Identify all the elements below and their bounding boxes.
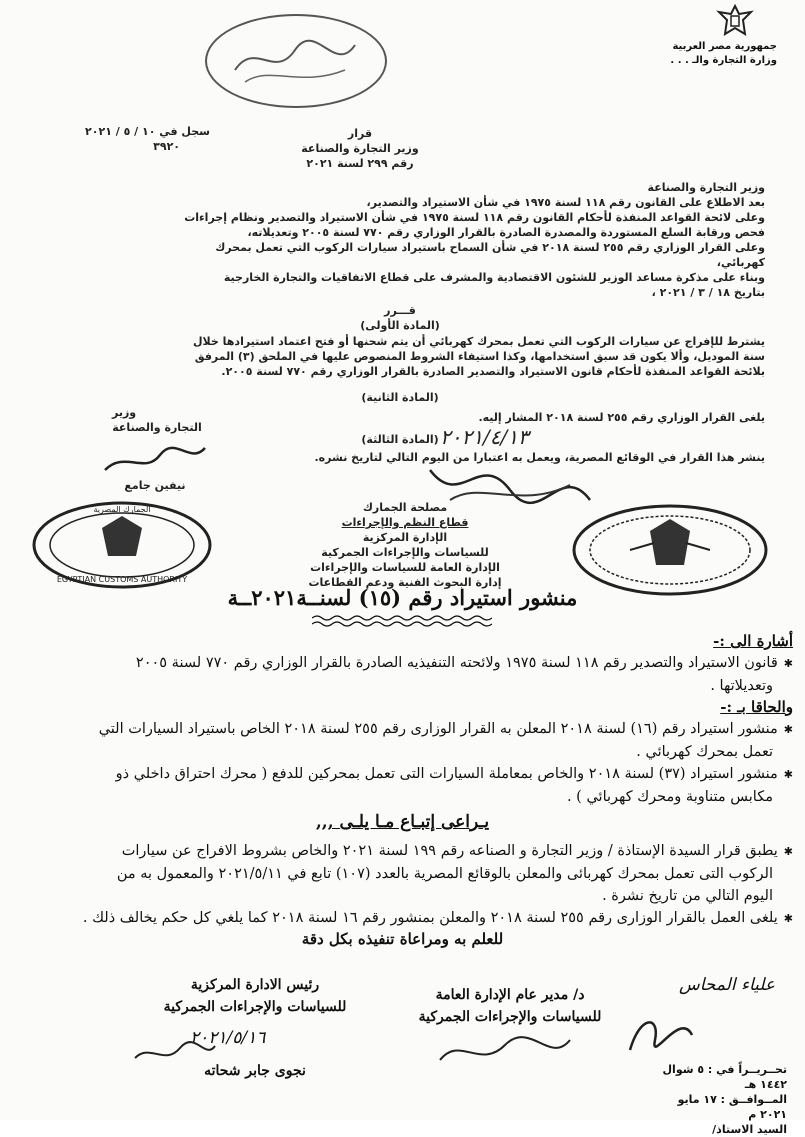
written-date-block — [647, 1062, 787, 1137]
registry-note — [60, 124, 210, 154]
addressee: السيد الاستاذ/ — [712, 1123, 787, 1136]
minister-signature-icon — [100, 440, 210, 480]
minister-block — [112, 405, 202, 435]
circular-title: منشور استيراد رقم (١٥) لسنــة٢٠٢١ــة — [227, 585, 578, 610]
followup-item-cont: تعمل بمحرك كهربائي . — [636, 744, 773, 760]
seal-left-arabic: الجمارك المصرية — [93, 505, 151, 514]
minister-title-2: التجارة والصناعة — [112, 421, 202, 434]
signer-middle-title: د/ مدير عام الإدارة العامة — [435, 987, 585, 1003]
decree-issuer: وزير التجارة والصناعة — [301, 142, 419, 155]
decided-heading: قـــرر — [384, 304, 416, 317]
instruction-item: ✱ يلغى العمل بالقرار الوزارى رقم ٢٥٥ لسنة ٢٠١٨ والمعلن بمنشور رقم ١٦ لسنة ٢٠١٨ كما يلغي كل حكم يخالف ذلك . — [7, 907, 793, 930]
signer-left-date: ٢٠٢١/٥/١٦ — [190, 1028, 266, 1048]
instruction-item-cont: الركوب التى تعمل بمحرك كهربائى والمعلن بالوقائع المصرية بالعدد (١٠٧) تابع في ٢٠٢١/٥/١١ والمعمول به من — [116, 866, 773, 882]
customs-seal-right — [570, 503, 770, 597]
article3-body: ينشر هذا القرار في الوقائع المصرية، ويعمل به اعتبارا من اليوم التالي لتاريخ نشره. — [314, 451, 765, 464]
customs-admin-2: للسياسات والإجراءات الجمركية — [321, 546, 489, 559]
stamp-scribble-icon — [225, 30, 365, 90]
ministry-header — [637, 40, 777, 68]
references-list — [7, 652, 793, 697]
article2-body: يلغى القرار الوزاري رقم ٢٥٥ لسنة ٢٠١٨ المشار إليه. — [478, 411, 765, 424]
article3-title: (المادة الثالثة) — [361, 433, 439, 446]
handwritten-date: ٢٠٢١/٤/١٣ — [440, 425, 529, 449]
customs-seal-left — [30, 498, 215, 592]
reference-item-cont: وتعديلاتها . — [710, 678, 773, 694]
reference-heading: أشارة الى :- — [713, 632, 793, 650]
customs-admin-1: الإدارة المركزية — [362, 531, 448, 544]
signer-middle-title-2: للسياسات والإجراءات الجمركية — [418, 1009, 602, 1025]
followups-list — [7, 718, 793, 808]
preamble-line: وبناء على مذكرة مساعد الوزير للشئون الاقتصادية والمشرف على قطاع الاتفاقيات والتجارة الخارجية — [223, 271, 765, 284]
signer-left — [140, 974, 370, 1018]
signer-middle-signature-icon — [430, 1030, 580, 1075]
followup-item: ✱ منشور استيراد رقم (١٦) لسنة ٢٠١٨ المعلن به القرار الوزارى رقم ٢٥٥ لسنة ٢٠١٨ الخاص باستيراد السيارات التي — [7, 718, 793, 741]
signer-left-name: نجوى جابر شحاته — [204, 1063, 306, 1079]
preamble-line: بعد الاطلاع على القانون رقم ١١٨ لسنة ١٩٧٥ في شأن الاستيراد والتصدير، — [366, 196, 765, 209]
customs-sector: قطاع النظم والإجراءات — [341, 516, 469, 529]
signer-right-signature-icon — [620, 1005, 700, 1060]
article1-line: بلائحة القواعد المنفذة لأحكام قانون الاستيراد والتصدير الصادرة بالقرار الوزاري رقم ٧٧٠ لسنة ٢٠٠٥. — [221, 365, 765, 378]
preamble-line: كهربائي، — [716, 256, 765, 269]
customs-admin-3: الإدارة العامة للسياسات والإجراءات — [310, 561, 500, 574]
customs-header — [290, 500, 520, 590]
ministry-name: وزارة التجارة والـ . . . — [670, 55, 777, 66]
article1-line: يشترط للإفراج عن سيارات الركوب التي تعمل بمحرك كهربائي أن يتم شحنها أو فتح اعتماد استيرادها خلال — [193, 335, 765, 348]
customs-authority: مصلحة الجمارك — [362, 501, 448, 514]
minister-title: وزير — [112, 406, 137, 419]
preamble-line: فحص ورقابة السلع المستوردة والمصدرة الصادرة بالقرار الوزاري رقم ٧٧٠ لسنة ٢٠٠٥ وتعديلاته، — [247, 226, 765, 239]
follow-heading: يـراعى إتبـاع مـا يلـى ,,, — [315, 812, 490, 832]
signer-middle — [400, 984, 620, 1028]
article2-title: (المادة الثانية) — [361, 391, 439, 404]
followup-heading: والحاقا بـ :- — [720, 698, 793, 716]
registry-number: ٣٩٢٠ — [153, 140, 180, 153]
signer-left-title: رئيس الادارة المركزية — [190, 977, 320, 993]
decree-preamble — [35, 180, 765, 300]
followup-item-cont: مكابس متناوبة ومحرك كهربائي ) . — [566, 789, 773, 805]
decree-header — [250, 126, 470, 171]
preamble-line: وعلى القرار الوزاري رقم ٢٥٥ لسنة ٢٠١٨ في شأن السماح باستيراد سيارات الركوب التي تعمل بمحرك — [215, 241, 765, 254]
preamble-line: وزير التجارة والصناعة — [647, 181, 765, 194]
signer-right-name: علياء المحاس — [678, 975, 776, 995]
instruction-item-cont: اليوم التالي من تاريخ نشرة . — [602, 888, 773, 904]
written-date-gregorian: المــوافــق : ١٧ مايو ٢٠٢١ م — [677, 1093, 787, 1121]
article1-body — [35, 334, 765, 379]
reference-item: ✱ قانون الاستيراد والتصدير رقم ١١٨ لسنة ١٩٧٥ ولائحته التنفيذيه الصادرة بالقرار الوزاري رقم ٧٧٠ لسنة ٢٠٠٥ — [7, 652, 793, 675]
decree-kind: قرار — [347, 127, 373, 140]
signer-left-title-2: للسياسات والإجراءات الجمركية — [163, 999, 347, 1015]
preamble-line: بتاريخ ١٨ / ٣ / ٢٠٢١ ، — [651, 286, 765, 299]
republic-name: جمهورية مصر العربية — [672, 41, 777, 52]
instructions-list — [7, 840, 793, 930]
instruction-item: ✱ يطبق قرار السيدة الإستاذة / وزير التجارة و الصناعه رقم ١٩٩ لسنة ٢٠٢١ والخاص بشروط الافراج عن سيارات — [7, 840, 793, 863]
followup-item: ✱ منشور استيراد (٣٧) لسنة ٢٠١٨ والخاص بمعاملة السيارات التى تعمل بمحركين للدفع ( محرك احتراق داخلي ذو — [7, 763, 793, 786]
preamble-line: وعلى لائحة القواعد المنفذة لأحكام القانون رقم ١١٨ لسنة ١٩٧٥ في شأن الاستيراد والتصدير ونظام إجراءات — [184, 211, 765, 224]
registry-date: سجل في ١٠ / ٥ / ٢٠٢١ — [85, 125, 210, 138]
article1-title: (المادة الأولى) — [360, 319, 440, 332]
minister-name: نيفين جامع — [124, 479, 186, 492]
decree-number: رقم ٢٩٩ لسنة ٢٠٢١ — [306, 157, 414, 170]
customs-admin-4: إدارة البحوث الفنية ودعم القطاعات — [308, 576, 502, 589]
article1-line: سنة الموديل، وألا يكون قد سبق استخدامها، وكذا استيفاء الشروط المنصوص عليها في الملحق (٣) المرفق — [194, 350, 765, 363]
written-date-hijri: تحــريــراً في : ٥ شوال ١٤٤٢ هـ — [662, 1063, 787, 1091]
eagle-emblem-icon — [715, 4, 755, 38]
title-underline-icon — [312, 614, 492, 628]
closing-line: للعلم به ومراعاة تنفيذه بكل دقة — [301, 930, 504, 948]
seal-left-english: EGYPTIAN CUSTOMS AUTHORITY — [56, 575, 188, 584]
